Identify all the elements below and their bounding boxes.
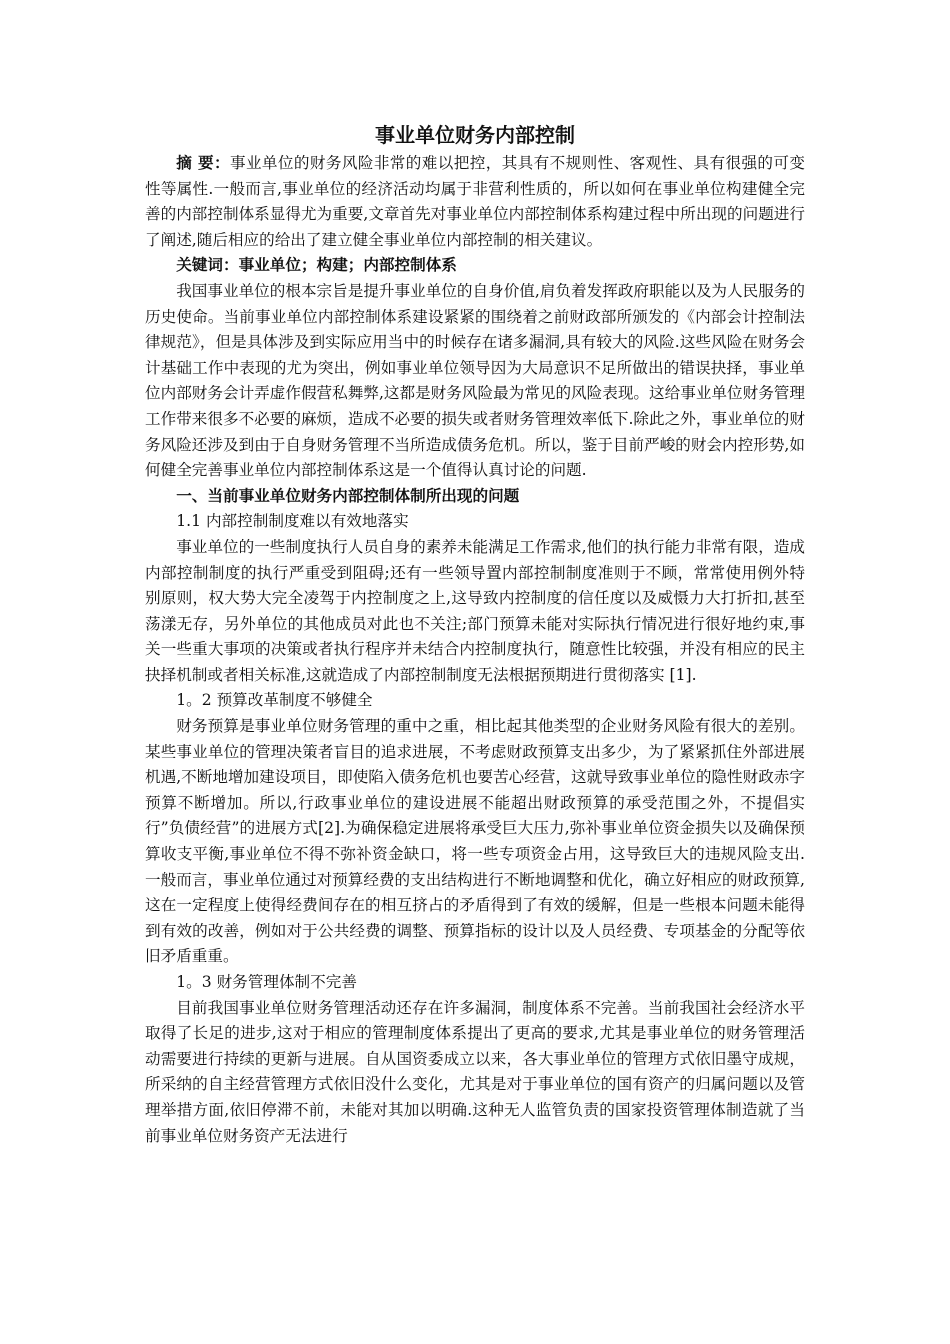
subsection-1-3-heading: 1。3 财务管理体制不完善: [176, 973, 357, 991]
abstract-paragraph: [145, 151, 805, 253]
document-page: [145, 120, 805, 1149]
section-1-heading: 一、当前事业单位财务内部控制体制所出现的问题: [176, 486, 520, 505]
abstract-text: 事业单位的财务风险非常的难以把控，其具有不规则性、客观性、具有很强的可变性等属性.一般而言,事业单位的经济活动均属于非营利性质的，所以如何在事业单位构建健全完善的内部控制体系显得尤为重要,文章首先对事业单位内部控制体系构建过程中所出现的问题进行了阐述,随后相应的给出了建立健全事业单位内部控制的相关建议。: [145, 154, 805, 249]
subsection-1-3-paragraph: 目前我国事业单位财务管理活动还存在许多漏洞，制度体系不完善。当前我国社会经济水平取得了长足的进步,这对于相应的管理制度体系提出了更高的要求,尤其是事业单位的财务管理活动需要进行持续的更新与进展。自从国资委成立以来，各大事业单位的管理方式依旧墨守成规，所采纳的自主经营管理方式依旧没什么变化，尤其是对于事业单位的国有资产的归属问题以及管理举措方面,依旧停滞不前，未能对其加以明确.这种无人监管负责的国家投资管理体制造就了当前事业单位财务资产无法进行: [145, 998, 805, 1145]
abstract-label: 摘 要：: [176, 154, 230, 172]
subsection-1-2-paragraph: 财务预算是事业单位财务管理的重中之重，相比起其他类型的企业财务风险有很大的差别。某些事业单位的管理决策者盲目的追求进展，不考虑财政预算支出多少，为了紧紧抓住外部进展机遇,不断地增加建设项目，即使陷入债务危机也要苦心经营，这就导致事业单位的隐性财政赤字预算不断增加。所以,行政事业单位的建设进展不能超出财政预算的承受范围之外，不提倡实行”负债经营”的进展方式[2].为确保稳定进展将承受巨大压力,弥补事业单位资金损失以及确保预算收支平衡,事业单位不得不弥补资金缺口，将一些专项资金占用，这导致巨大的违规风险支出.一般而言，事业单位通过对预算经费的支出结构进行不断地调整和优化，确立好相应的财政预算,这在一定程度上使得经费间存在的相互挤占的矛盾得到了有效的缓解，但是一些根本问题未能得到有效的改善，例如对于公共经费的调整、预算指标的设计以及人员经费、专项基金的分配等依旧矛盾重重。: [145, 717, 805, 966]
document-title: 事业单位财务内部控制: [375, 123, 575, 147]
subsection-1-1-heading: 1.1 内部控制制度难以有效地落实: [176, 512, 409, 531]
keywords-line: 关键词：事业单位；构建；内部控制体系: [176, 256, 457, 275]
subsection-1-1-paragraph: 事业单位的一些制度执行人员自身的素养未能满足工作需求,他们的执行能力非常有限，造成内部控制制度的执行严重受到阻碍;还有一些领导置内部控制制度准则于不顾，常常使用例外特别原则，权大势大完全凌驾于内控制度之上,这导致内控制度的信任度以及威慑力大打折扣,甚至荡漾无存，另外单位的其他成员对此也不关注;部门预算未能对实际执行情况进行很好地约束,事关一些重大事项的决策或者执行程序并未结合内控制度执行，随意性比较强，并没有相应的民主抉择机制或者相关标准,这就造成了内部控制制度无法根据预期进行贯彻落实 [1].: [145, 537, 805, 684]
intro-paragraph: 我国事业单位的根本宗旨是提升事业单位的自身价值,肩负着发挥政府职能以及为人民服务的历史使命。当前事业单位内部控制体系建设紧紧的围绕着之前财政部所颁发的《内部会计控制法律规范》，但是具体涉及到实际应用当中的时候存在诸多漏洞,具有较大的风险.这些风险在财务会计基础工作中表现的尤为突出，例如事业单位领导因为大局意识不足所做出的错误抉择，事业单位内部财务会计弄虚作假营私舞弊,这都是财务风险最为常见的风险表现。这给事业单位财务管理工作带来很多不必要的麻烦，造成不必要的损失或者财务管理效率低下.除此之外，事业单位的财务风险还涉及到由于自身财务管理不当所造成债务危机。所以，鉴于目前严峻的财会内控形势,如何健全完善事业单位内部控制体系这是一个值得认真讨论的问题.: [145, 281, 805, 480]
subsection-1-2-heading: 1。2 预算改革制度不够健全: [176, 691, 373, 710]
